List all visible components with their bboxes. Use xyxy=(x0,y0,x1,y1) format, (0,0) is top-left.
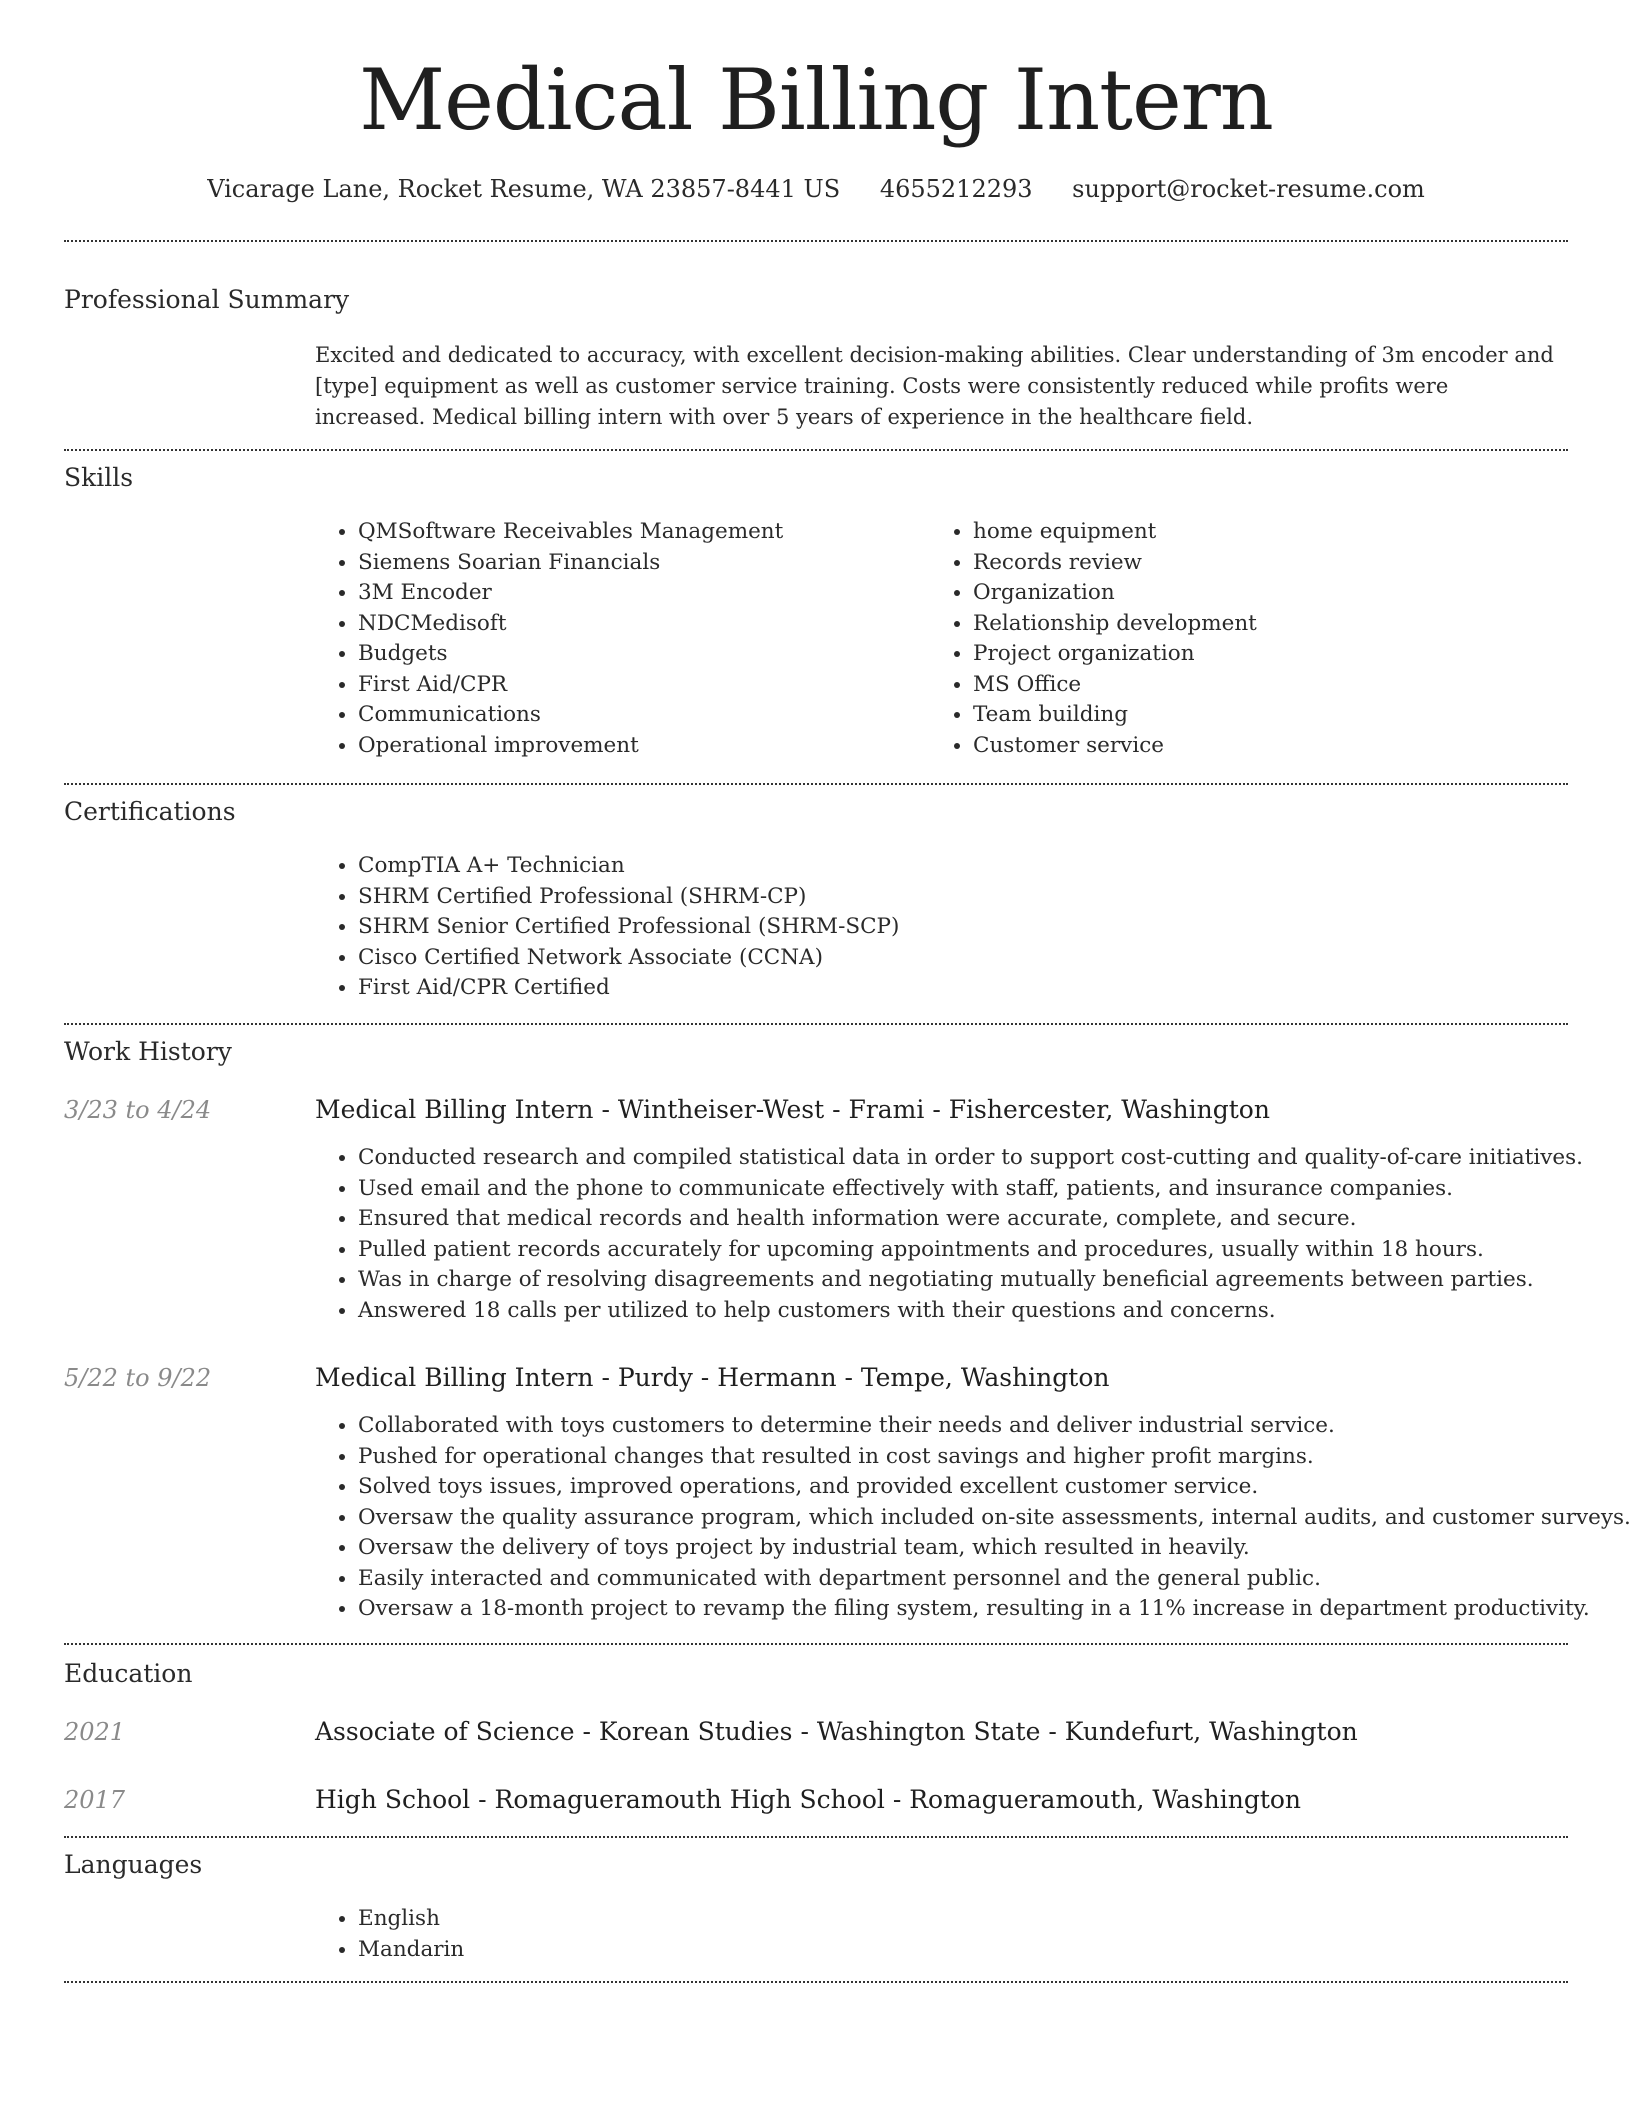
list-item: • Siemens Soarian Financials xyxy=(358,548,783,579)
list-item: • NDCMedisoft xyxy=(358,609,783,640)
education-year: 2021 xyxy=(64,1718,126,1746)
job-bullets xyxy=(314,1143,1583,1326)
list-item: • First Aid/CPR xyxy=(358,670,783,701)
skills-heading: Skills xyxy=(64,463,134,492)
divider xyxy=(64,1643,1568,1645)
divider xyxy=(64,1981,1568,1983)
list-item: • Was in charge of resolving disagreements and negotiating mutually beneficial agreements between parties. xyxy=(358,1265,1583,1296)
languages-list xyxy=(314,1904,464,1965)
list-item: • Answered 18 calls per utilized to help customers with their questions and concerns. xyxy=(358,1296,1583,1327)
list-item: • First Aid/CPR Certified xyxy=(358,973,899,1004)
list-item: • Budgets xyxy=(358,639,783,670)
list-item: • MS Office xyxy=(973,670,1257,701)
list-item: • Easily interacted and communicated with department personnel and the general public. xyxy=(358,1564,1631,1595)
certifications-heading: Certifications xyxy=(64,797,236,826)
list-item: • Pushed for operational changes that resulted in cost savings and higher profit margins. xyxy=(358,1442,1631,1473)
list-item: • Mandarin xyxy=(358,1935,464,1966)
list-item: • SHRM Certified Professional (SHRM-CP) xyxy=(358,882,899,913)
contact-line xyxy=(0,172,1632,206)
contact-email: support@rocket-resume.com xyxy=(1072,175,1425,203)
list-item: • Used email and the phone to communicate effectively with staff, patients, and insurance companies. xyxy=(358,1174,1583,1205)
skills-list-left xyxy=(314,517,783,761)
list-item: • Team building xyxy=(973,700,1257,731)
list-item: • home equipment xyxy=(973,517,1257,548)
contact-address: Vicarage Lane, Rocket Resume, WA 23857-8441 US xyxy=(207,175,841,203)
work-history-heading: Work History xyxy=(64,1037,232,1066)
list-item: • Relationship development xyxy=(973,609,1257,640)
list-item: • Oversaw a 18-month project to revamp the filing system, resulting in a 11% increase in department productivity. xyxy=(358,1594,1631,1625)
summary-heading: Professional Summary xyxy=(64,285,350,314)
education-heading: Education xyxy=(64,1659,193,1688)
list-item: • Conducted research and compiled statistical data in order to support cost-cutting and quality-of-care initiatives. xyxy=(358,1143,1583,1174)
list-item: • Solved toys issues, improved operations, and provided excellent customer service. xyxy=(358,1472,1631,1503)
list-item: • Customer service xyxy=(973,731,1257,762)
list-item: • Collaborated with toys customers to determine their needs and deliver industrial service. xyxy=(358,1411,1631,1442)
job-dates: 5/22 to 9/22 xyxy=(64,1364,212,1392)
list-item: • Pulled patient records accurately for upcoming appointments and procedures, usually within 18 hours. xyxy=(358,1235,1583,1266)
divider xyxy=(64,1023,1568,1025)
list-item: • English xyxy=(358,1904,464,1935)
list-item: • Operational improvement xyxy=(358,731,783,762)
job-heading: Medical Billing Intern - Purdy - Hermann - Tempe, Washington xyxy=(315,1363,1110,1392)
list-item: • Project organization xyxy=(973,639,1257,670)
job-heading: Medical Billing Intern - Wintheiser-West - Frami - Fishercester, Washington xyxy=(315,1095,1270,1124)
list-item: • Ensured that medical records and health information were accurate, complete, and secure. xyxy=(358,1204,1583,1235)
divider xyxy=(64,783,1568,785)
divider xyxy=(64,240,1568,242)
languages-heading: Languages xyxy=(64,1850,203,1879)
divider xyxy=(64,1836,1568,1838)
education-entry: High School - Romagueramouth High School - Romagueramouth, Washington xyxy=(315,1785,1302,1814)
list-item: • CompTIA A+ Technician xyxy=(358,851,899,882)
education-year: 2017 xyxy=(64,1786,126,1814)
list-item: • Communications xyxy=(358,700,783,731)
list-item: • 3M Encoder xyxy=(358,578,783,609)
summary-text: Excited and dedicated to accuracy, with excellent decision-making abilities. Clear understanding of 3m encoder and [type] equipment as well as customer service training. Costs were consistently reduced while profits were increased. Medical billing intern with over 5 years of experience in the healthcare field. xyxy=(315,343,1554,429)
divider xyxy=(64,449,1568,451)
certifications-list xyxy=(314,851,899,1004)
contact-phone: 4655212293 xyxy=(879,175,1033,203)
education-entry: Associate of Science - Korean Studies - Washington State - Kundefurt, Washington xyxy=(315,1717,1358,1746)
list-item: • Oversaw the quality assurance program, which included on-site assessments, internal audits, and customer surveys. xyxy=(358,1503,1631,1534)
job-dates: 3/23 to 4/24 xyxy=(64,1096,212,1124)
list-item: • SHRM Senior Certified Professional (SHRM-SCP) xyxy=(358,912,899,943)
list-item: • Records review xyxy=(973,548,1257,579)
list-item: • QMSoftware Receivables Management xyxy=(358,517,783,548)
skills-list-right xyxy=(929,517,1257,761)
resume-name: Medical Billing Intern xyxy=(359,51,1273,149)
list-item: • Oversaw the delivery of toys project by industrial team, which resulted in heavily. xyxy=(358,1533,1631,1564)
list-item: • Organization xyxy=(973,578,1257,609)
job-bullets xyxy=(314,1411,1631,1625)
list-item: • Cisco Certified Network Associate (CCNA) xyxy=(358,943,899,974)
